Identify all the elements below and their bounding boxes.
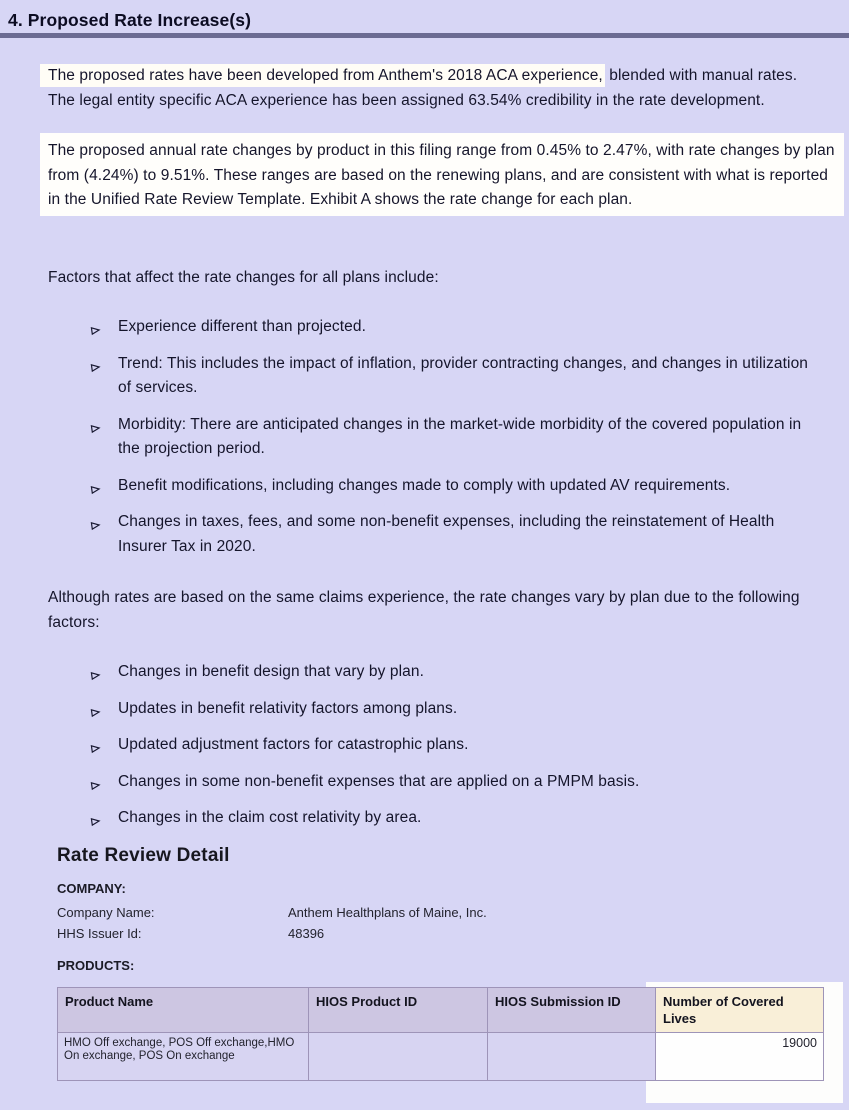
list-item-text: Morbidity: There are anticipated changes in the market-wide morbidity of the covered population in the projection period. <box>118 415 802 457</box>
list-item <box>48 510 809 559</box>
rate-range-paragraph: The proposed annual rate changes by product in this filing range from 0.45% to 2.47%, with rate changes by plan from (4.24%) to 9.51%. These ranges are based on the renewing plans, and are consistent with what is reported in the Unified Rate Review Template. Exhibit A shows the rate change for each plan. <box>40 133 844 216</box>
product-name-cell: HMO Off exchange, POS Off exchange,HMO On exchange, POS On exchange <box>58 1032 309 1080</box>
hhs-issuer-id-label: HHS Issuer Id: <box>57 925 142 941</box>
bullet-arrow-icon <box>90 357 101 382</box>
list-item <box>48 315 809 340</box>
hhs-issuer-id-value: 48396 <box>288 925 325 941</box>
bullet-arrow-icon <box>90 320 101 345</box>
list-item-text: Updates in benefit relativity factors among plans. <box>118 699 458 717</box>
bullet-arrow-icon <box>90 515 101 540</box>
company-name-row <box>57 902 823 923</box>
bullet-arrow-icon <box>90 738 101 763</box>
list-item-text: Changes in some non-benefit expenses that are applied on a PMPM basis. <box>118 772 640 790</box>
hios-product-id-cell <box>309 1032 488 1080</box>
list-item-text: Changes in benefit design that vary by plan. <box>118 663 424 680</box>
plan-variation-paragraph: Although rates are based on the same claims experience, the rate changes vary by plan due to the following factors: <box>48 589 800 631</box>
table-row <box>58 1032 824 1080</box>
title-rule <box>0 33 849 38</box>
bullet-arrow-icon <box>90 811 101 836</box>
bullet-arrow-icon <box>90 479 101 504</box>
list-item <box>48 733 809 758</box>
plan-factors-list <box>48 660 809 831</box>
covered-lives-cell: 19000 <box>656 1032 824 1080</box>
list-item-text: Benefit modifications, including changes made to comply with updated AV requirements. <box>118 476 731 494</box>
company-name-value: Anthem Healthplans of Maine, Inc. <box>288 904 487 920</box>
bullet-arrow-icon <box>90 775 101 800</box>
intro-paragraph <box>48 64 805 113</box>
list-item <box>48 770 809 795</box>
intro-highlighted-text: The proposed rates have been developed from Anthem's 2018 ACA experience, <box>40 64 605 87</box>
hios-submission-id-cell <box>488 1032 656 1080</box>
hhs-issuer-id-row <box>57 923 823 944</box>
list-item <box>48 474 809 499</box>
products-table <box>57 987 824 1081</box>
products-section-label: PRODUCTS: <box>57 957 135 973</box>
column-header-hios-submission-id: HIOS Submission ID <box>488 987 656 1032</box>
list-item-text: Changes in the claim cost relativity by area. <box>118 809 422 826</box>
company-section-label: COMPANY: <box>57 880 126 896</box>
list-item-text: Experience different than projected. <box>118 318 367 335</box>
column-header-product-name: Product Name <box>58 987 309 1032</box>
list-item-text: Updated adjustment factors for catastrophic plans. <box>118 736 469 753</box>
list-item-text: Changes in taxes, fees, and some non-benefit expenses, including the reinstatement of Health Insurer Tax in 2020. <box>118 513 775 555</box>
list-item <box>48 660 809 685</box>
column-header-covered-lives: Number of Covered Lives <box>656 987 824 1032</box>
list-item-text: Trend: This includes the impact of inflation, provider contracting changes, and changes in utilization of services. <box>118 354 809 396</box>
list-item <box>48 352 809 401</box>
rate-review-section <box>57 845 823 1081</box>
bullet-arrow-icon <box>90 665 101 690</box>
column-header-hios-product-id: HIOS Product ID <box>309 987 488 1032</box>
list-item <box>48 697 809 722</box>
factors-intro: Factors that affect the rate changes for all plans include: <box>48 268 439 286</box>
bullet-arrow-icon <box>90 702 101 727</box>
page-title: 4. Proposed Rate Increase(s) <box>8 10 252 30</box>
factors-list <box>48 315 809 559</box>
list-item <box>48 413 809 462</box>
rate-review-heading: Rate Review Detail <box>57 844 230 866</box>
table-header-row <box>58 987 824 1032</box>
company-name-label: Company Name: <box>57 904 155 920</box>
company-details <box>57 902 823 944</box>
bullet-arrow-icon <box>90 418 101 443</box>
list-item <box>48 806 809 831</box>
intro-rest-text: blended with manual rates. The legal entity specific ACA experience has been assigned 63.54% credibility in the rate development. <box>48 67 798 109</box>
